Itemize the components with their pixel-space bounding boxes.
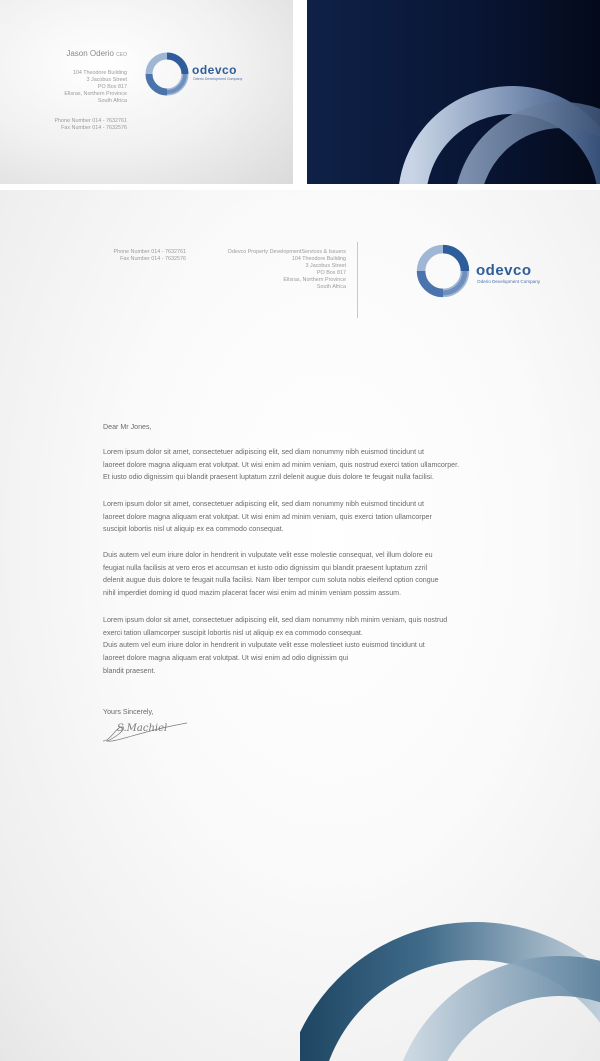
letter-line: feugiat nulla facilisis at vero eros et accumsan et iusto odio dignissim qui blandit praesent luptatum zzril xyxy=(103,563,428,572)
letterhead-page xyxy=(0,190,600,1061)
letter-line: Lorem ipsum dolor sit amet, consectetuer adipiscing elit, sed diam nonummy nibh minim veniam, quis nostrud xyxy=(103,616,448,624)
letter-line: delenit augue duis dolore te feugait nulla facilisi. Nam liber tempor cum soluta nobis eleifend option congue xyxy=(103,576,439,585)
letter-salutation: Dear Mr Jones, xyxy=(103,423,152,431)
letter-line: Duis autem vel eum iriure dolor in hendrerit in vulputate velit esse molestie consequat, vel illum dolore eu xyxy=(103,551,433,559)
letterhead-arcs-graphic xyxy=(300,901,600,1061)
card-address-line: South Africa xyxy=(97,98,127,104)
card-title: CEO xyxy=(116,52,127,58)
letterhead-address-line: 104 Theodore Building xyxy=(291,256,346,262)
card-contact xyxy=(54,118,127,132)
card-logo-name: odevco xyxy=(192,63,238,77)
letterhead-logo xyxy=(415,243,555,301)
card-name: Jason Oderio xyxy=(66,49,114,58)
odevco-ring-icon xyxy=(415,243,471,299)
card-address-line: Ellsras, Northern Province xyxy=(64,91,127,97)
letter-paragraph xyxy=(103,498,432,536)
letterhead-address xyxy=(228,249,346,291)
signature-text: S.Machiel xyxy=(117,723,168,734)
letter-line: nihil imperdiet doming id quod mazim placerat facer wisi enim ad minim veniam possim assum. xyxy=(103,589,402,598)
letter-line: exerci tation ullamcorper suscipit lobortis nisl ut aliquip ex ea commodo consequat. xyxy=(103,628,363,637)
card-logo xyxy=(144,51,254,97)
card-logo-tagline: Oderio Development Company xyxy=(193,77,243,81)
letter-closing: Yours Sincerely, xyxy=(103,708,154,716)
odevco-ring-icon xyxy=(144,51,190,97)
letterhead-address-line: Odevco Property DevelopmentServices & Issuers xyxy=(227,249,346,255)
letterhead-address-line: 3 Jacobus Street xyxy=(305,263,346,269)
letterhead-fax: Fax Number 014 - 7632576 xyxy=(120,256,186,262)
letter-line: Lorem ipsum dolor sit amet, consectetuer adipiscing elit, sed diam nonummy nibh euismod tincidunt ut xyxy=(103,500,424,508)
card-address-line: 3 Jacobus Street xyxy=(86,77,127,83)
letter-line: suscipit lobortis nisl ut aliquip ex ea commodo consequat. xyxy=(103,525,284,534)
card-address xyxy=(64,70,127,105)
letter-paragraph xyxy=(103,446,459,484)
letterhead-logo-tagline: Oderio Development Company xyxy=(477,279,541,284)
letter-paragraph xyxy=(103,614,447,678)
signature-graphic xyxy=(101,717,191,745)
business-card-back xyxy=(307,0,600,184)
letter-line: Duis autem vel eum iriure dolor in hendrerit in vulputate velit esse molestieet iusto euismod tincidunt ut xyxy=(103,641,425,650)
card-back-arcs-graphic xyxy=(307,0,600,184)
card-fax: Fax Number 014 - 7632576 xyxy=(61,125,127,131)
card-name-line xyxy=(66,49,127,58)
letterhead-phone: Phone Number 014 - 7632761 xyxy=(113,249,186,255)
letter-line: Lorem ipsum dolor sit amet, consectetuer adipiscing elit, sed diam nonummy nibh euismod tincidunt ut xyxy=(103,448,424,456)
card-address-line: 104 Theodore Building xyxy=(72,70,127,76)
letterhead-address-line: PO Box 817 xyxy=(316,270,346,276)
letter-line: laoreet dolore magna aliquam erat volutpat. Ut wisi enim ad minim veniam, quis exerci tation ullamcorper xyxy=(103,512,432,521)
letterhead-contact xyxy=(113,249,186,263)
letter-paragraph xyxy=(103,549,439,600)
letter-line: Et iusto odio dignissim qui blandit praesent luptatum zzril delenit augue duis dolore te feugait nulla facilisi. xyxy=(103,473,434,482)
letter-line: laoreet dolore magna aliquam erat volutpat. Ut wisi enim ad odio dignissim qui xyxy=(103,654,349,663)
letter-line: laoreet dolore magna aliquam erat volutpat. Ut wisi enim ad minim veniam, quis nostrud exerci tation ullamcorper. xyxy=(103,460,460,469)
business-card-front xyxy=(0,0,293,184)
letterhead-address-line: Ellsras, Northern Province xyxy=(283,277,346,283)
letter-line: blandit praesent. xyxy=(103,666,156,675)
card-address-line: PO Box 817 xyxy=(97,84,127,90)
letterhead-divider xyxy=(357,242,358,318)
letterhead-logo-name: odevco xyxy=(476,262,532,279)
card-phone: Phone Number 014 - 7632761 xyxy=(54,118,127,124)
letterhead-address-line: South Africa xyxy=(316,284,346,290)
